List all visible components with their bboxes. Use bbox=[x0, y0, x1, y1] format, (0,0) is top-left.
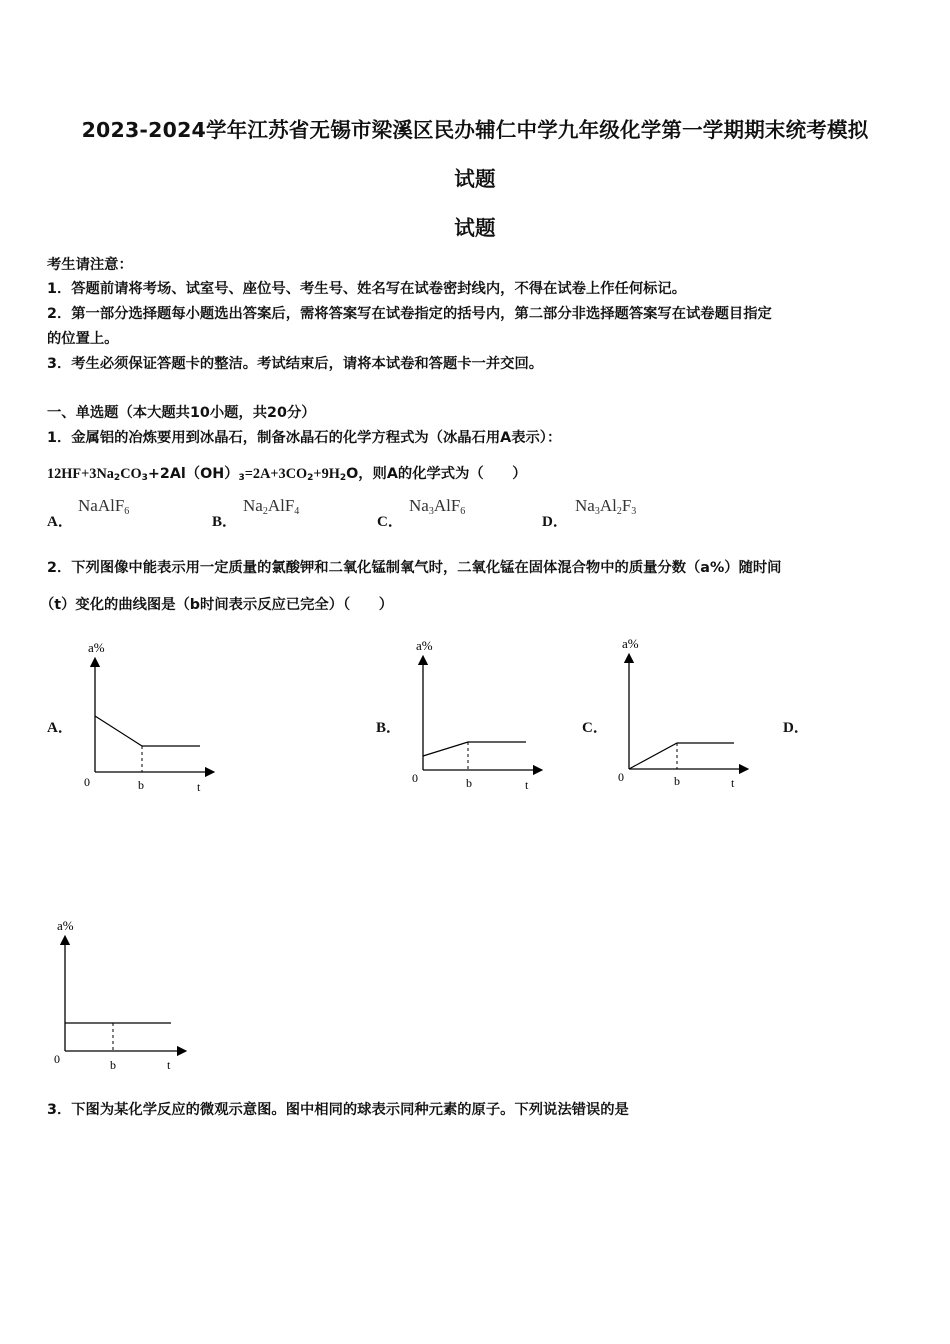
notice-heading: 考生请注意： bbox=[47, 257, 133, 273]
b-label: b bbox=[110, 1058, 116, 1072]
question-2-stem: 2．下列图像中能表示用一定质量的氯酸钾和二氧化锰制氧气时，二氧化锰在固体混合物中的质量分数（a%）随时间 bbox=[47, 560, 782, 576]
page-subtitle: 试题 bbox=[454, 216, 496, 240]
origin-label: 0 bbox=[618, 770, 624, 784]
graph-b bbox=[408, 634, 548, 794]
origin-label: 0 bbox=[54, 1052, 60, 1066]
origin-label: 0 bbox=[84, 775, 90, 789]
page-title: 2023-2024学年江苏省无锡市梁溪区民办辅仁中学九年级化学第一学期期末统考模拟 bbox=[81, 118, 869, 142]
y-label: a% bbox=[622, 636, 639, 651]
graph-c bbox=[614, 632, 754, 792]
q2-option-d[interactable]: D． bbox=[783, 720, 809, 736]
formula-a: NaAlF$_6$ bbox=[78, 496, 130, 517]
formula-c: $Na_3AlF_6$ bbox=[409, 496, 466, 517]
notice-item-2: 2．第一部分选择题每小题选出答案后，需将答案写在试卷指定的括号内，第二部分非选择题答案写在试卷题目指定 bbox=[47, 306, 772, 322]
q2-option-c[interactable]: C． bbox=[582, 720, 608, 736]
page-title-line2: 试题 bbox=[454, 167, 496, 191]
curve bbox=[423, 742, 526, 756]
q2-option-b[interactable]: B． bbox=[376, 720, 402, 736]
y-label: a% bbox=[88, 640, 105, 655]
curve bbox=[95, 716, 200, 746]
notice-item-3: 3．考生必须保证答题卡的整洁。考试结束后，请将本试卷和答题卡一并交回。 bbox=[47, 356, 544, 372]
question-1-equation: $12HF+3Na_2CO_3+2Al(OH)_3=2A+3CO_2+9H_2O$，则A的化学式为（ ） bbox=[47, 466, 527, 483]
x-label: t bbox=[197, 780, 201, 794]
question-1-stem: 1．金属铝的冶炼要用到冰晶石，制备冰晶石的化学方程式为（冰晶石用A表示）： bbox=[47, 430, 562, 446]
q2-option-a[interactable]: A． bbox=[47, 720, 73, 736]
graph-d bbox=[50, 914, 200, 1074]
y-label: a% bbox=[57, 918, 74, 933]
curve bbox=[629, 743, 734, 769]
b-label: b bbox=[138, 778, 144, 792]
b-label: b bbox=[466, 776, 472, 790]
graph-a bbox=[80, 636, 220, 796]
question-2-stem-cont: （t）变化的曲线图是（b时间表示反应已完全）（ ） bbox=[40, 597, 394, 613]
b-label: b bbox=[674, 774, 680, 788]
notice-item-1: 1．答题前请将考场、试室号、座位号、考生号、姓名写在试卷密封线内，不得在试卷上作任何标记。 bbox=[47, 281, 687, 297]
section-heading: 一、单选题（本大题共10小题，共20分） bbox=[47, 405, 316, 421]
y-label: a% bbox=[416, 638, 433, 653]
notice-item-2-cont: 的位置上。 bbox=[47, 331, 119, 347]
question-3-stem: 3．下图为某化学反应的微观示意图。图中相同的球表示同种元素的原子。下列说法错误的是 bbox=[47, 1102, 629, 1118]
formula-d: $Na_3Al_2F_3$ bbox=[575, 496, 637, 517]
x-label: t bbox=[525, 778, 529, 792]
formula-b: $Na_2AlF_4$ bbox=[243, 496, 300, 517]
x-label: t bbox=[731, 776, 735, 790]
x-label: t bbox=[167, 1058, 171, 1072]
origin-label: 0 bbox=[412, 771, 418, 785]
